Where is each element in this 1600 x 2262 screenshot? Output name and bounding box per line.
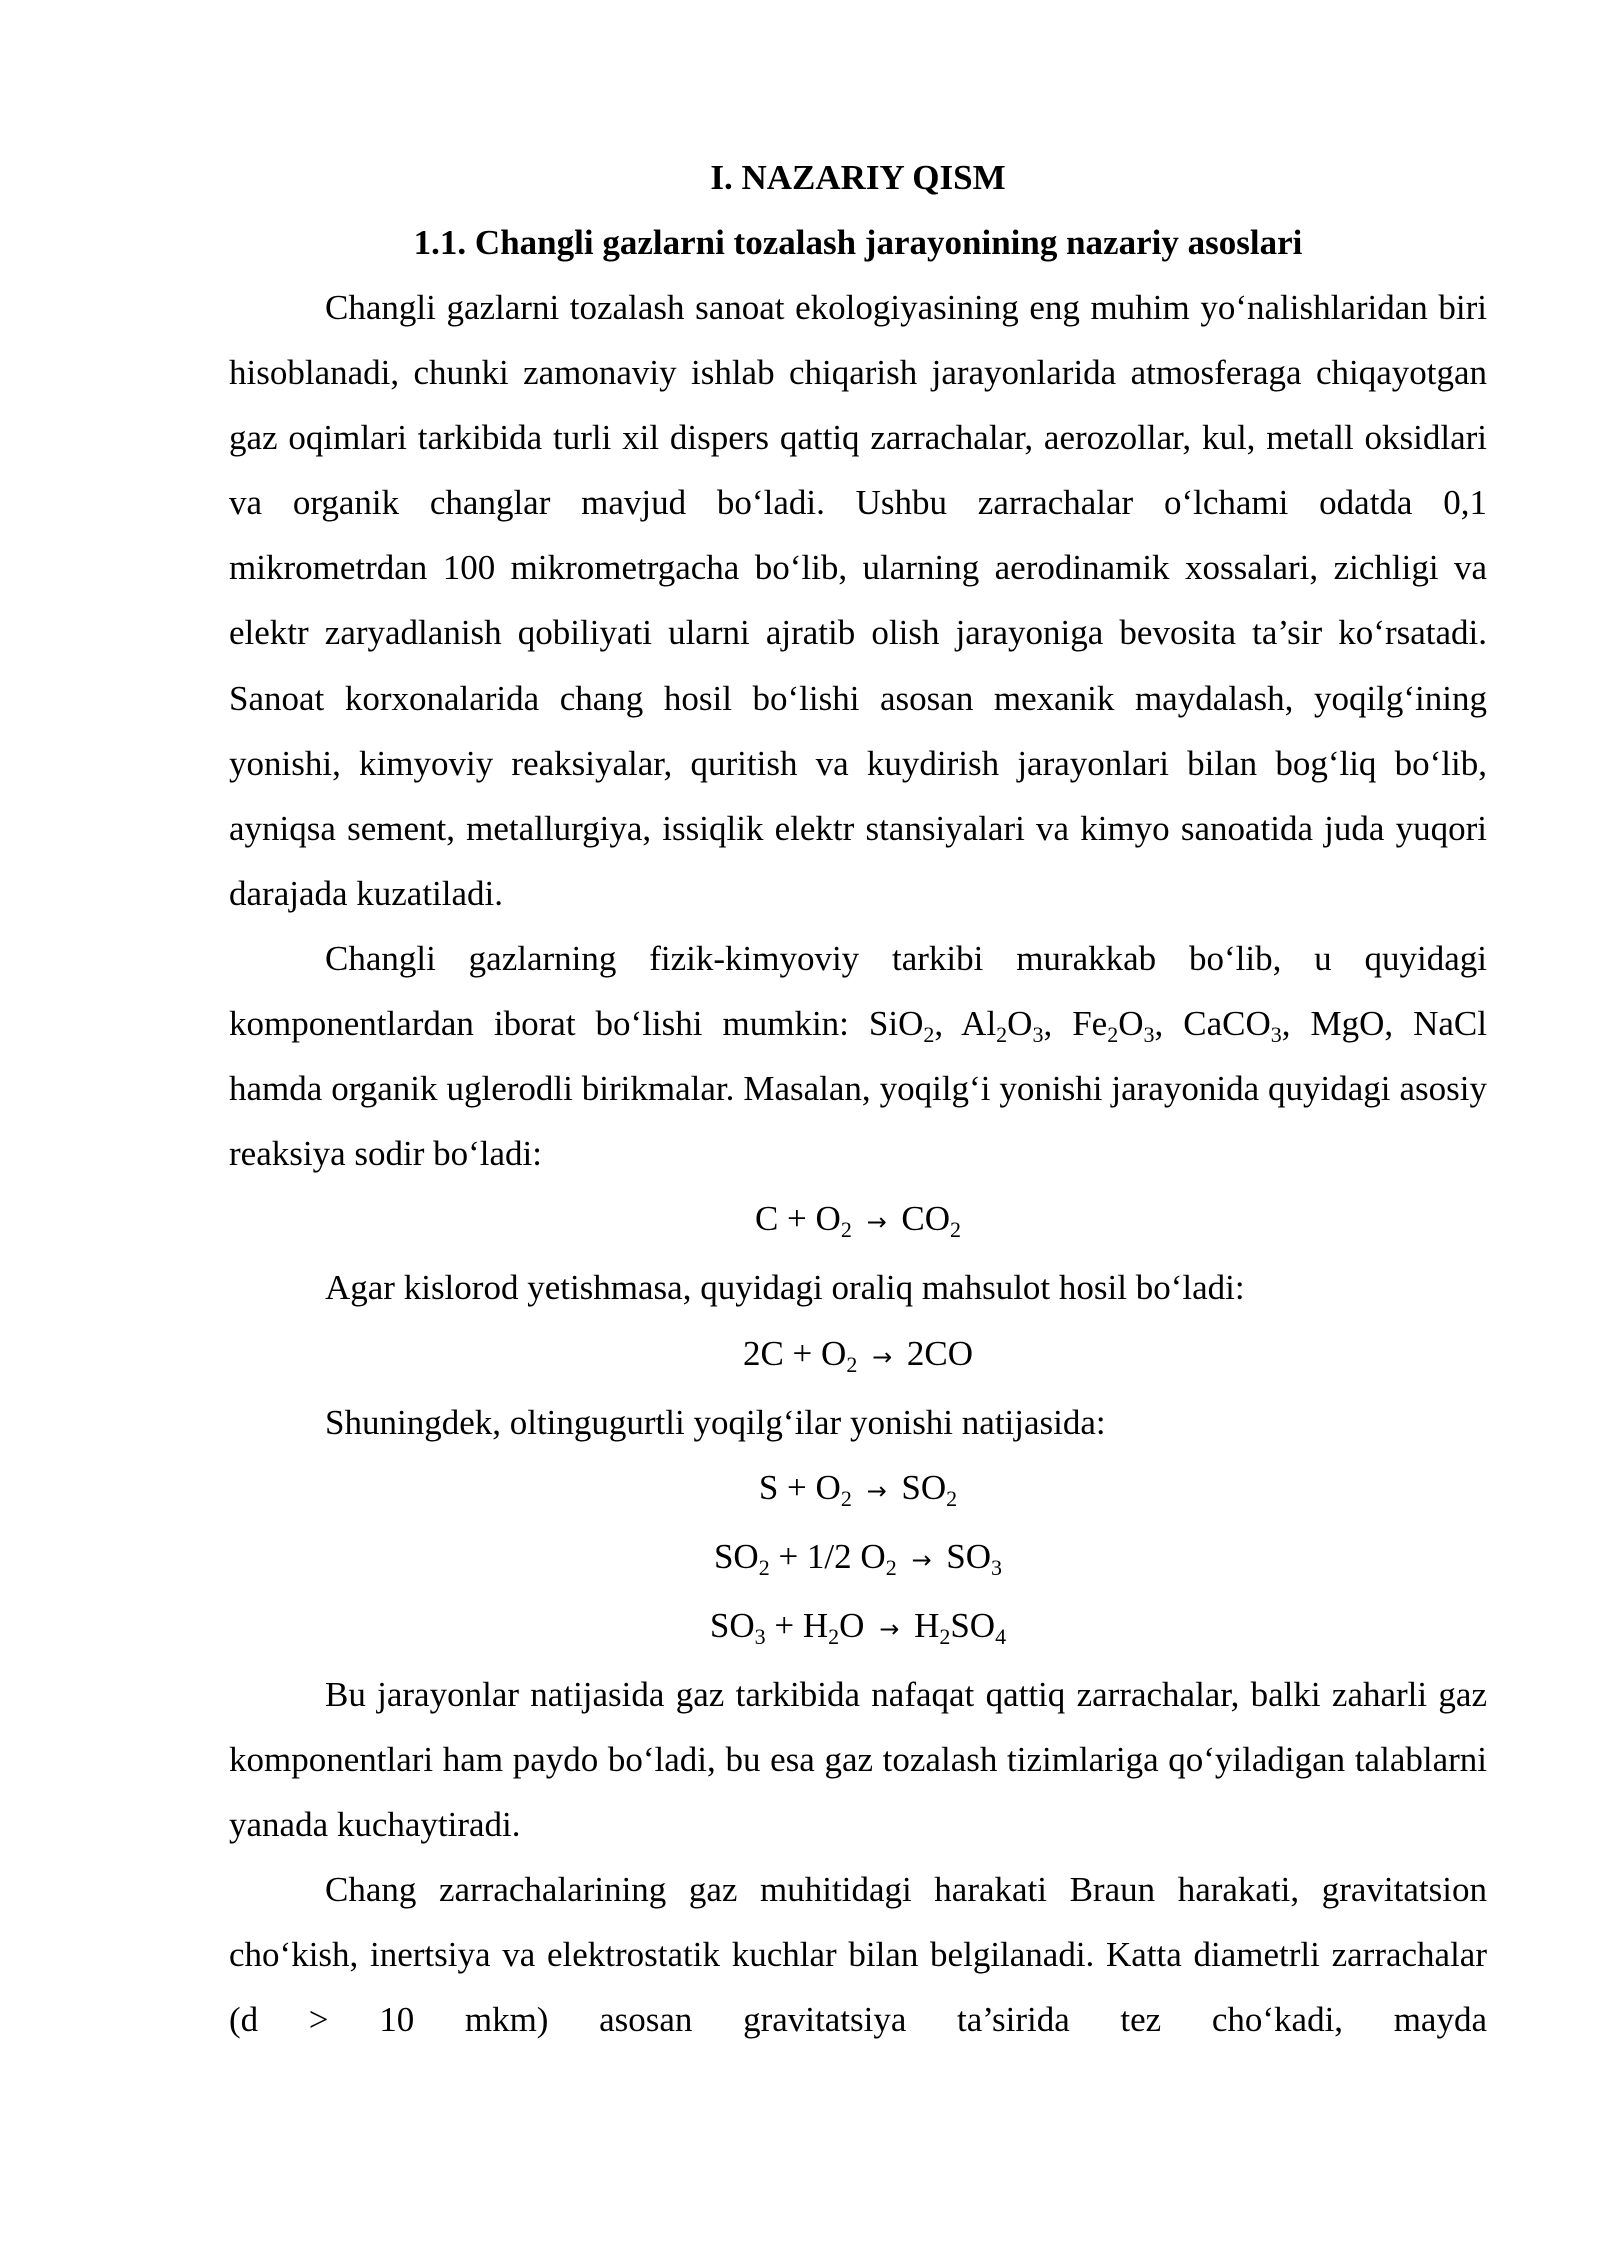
paragraph-4: Chang zarrachalarining gaz muhitidagi harakati Braun harakati, gravitatsion cho‘kish, inertsiya va elektrostatik kuchlar bilan belgilanadi. Katta diametrli zarrachalar (d > 10 mkm) asosan gravitatsiya ta’sirida tez cho‘kadi, mayda: [229, 1870, 1487, 2040]
paragraph-3: Bu jarayonlar natijasida gaz tarkibida nafaqat qattiq zarrachalar, balki zaharli gaz komponentlari ham paydo bo‘ladi, bu esa gaz tozalash tizimlariga qo‘yiladigan talablarni yanada kuchaytiradi.: [229, 1674, 1487, 1845]
equation-3: $S + O_2 \to SO_2$: [758, 1467, 958, 1511]
paragraph-2-text-after: , MgO, NaCl hamda organik uglerodli birikmalar. Masalan, yoqilg‘i yonishi jarayonida quyidagi asosiy reaksiya sodir bo‘ladi:: [229, 1004, 1487, 1174]
formula-caco3: CaCO$_3$: [1183, 1004, 1282, 1048]
equation-1: $C + O_2 \to CO_2$: [754, 1199, 962, 1243]
equation-2: $2C + O_2 \to 2CO$: [742, 1333, 974, 1377]
document-body: [229, 145, 1487, 2053]
formula-fe2o3: $Fe_2O_3$: [1072, 1004, 1155, 1048]
formula-al2o3: $Al_2O_3$: [961, 1004, 1044, 1048]
formula-sio2: SiO$_2$: [868, 1004, 935, 1048]
reaction-arrow-icon: →: [911, 1545, 932, 1574]
intro-text-3: Shuningdek, oltingugurtli yoqilg‘ilar yonishi natijasida:: [325, 1402, 1106, 1442]
equation-5: $SO_3 + H_2O \to H_2SO_4$: [709, 1605, 1007, 1649]
section-title: 1.1. Changli gazlarni tozalash jarayonining nazariy asoslari: [413, 223, 1303, 262]
intro-text-2: Agar kislorod yetishmasa, quyidagi oraliq mahsulot hosil bo‘ladi:: [325, 1268, 1245, 1308]
paragraph-1: Changli gazlarni tozalash sanoat ekologiyasining eng muhim yo‘nalishlaridan biri hisoblanadi, chunki zamonaviy ishlab chiqarish jarayonlarida atmosferaga chiqayotgan gaz oqimlari tarkibida turli xil dispers qattiq zarrachalar, aerozollar, kul, metall oksidlari va organik changlar mavjud bo‘ladi. Ushbu zarrachalar o‘lchami odatda 0,1 mikrometrdan 100 mikrometrgacha bo‘lib, ularning aerodinamik xossalari, zichligi va elektr zaryadlanish qobiliyati ularni ajratib olish jarayoniga bevosita ta’sir ko‘rsatadi. Sanoat korxonalarida chang hosil bo‘lishi asosan mexanik maydalash, yoqilg‘ining yonishi, kimyoviy reaksiyalar, quritish va kuydirish jarayonlari bilan bog‘liq bo‘lib, ayniqsa sement, metallurgiya, issiqlik elektr stansiyalari va kimyo sanoatida juda yuqori darajada kuzatiladi.: [229, 288, 1487, 913]
equation-4: $SO_2 + 1/2$ $O_2 \to SO_3$: [713, 1536, 1003, 1580]
reaction-arrow-icon: →: [879, 1614, 900, 1643]
paragraph-2-text-before: Changli gazlarning fizik-kimyoviy tarkibi murakkab bo‘lib, u quyidagi komponentlardan iborat bo‘lishi mumkin:: [229, 938, 1487, 1044]
paragraph-2: Changli gazlarning fizik-kimyoviy tarkibi murakkab bo‘lib, u quyidagi komponentlardan iborat bo‘lishi mumkin: SiO$_2$, $Al_2O_3$, $Fe_2O_3$, CaCO$_3$, MgO, NaCl hamda organik uglerodli birikmalar. Masalan, yoqilg‘i yonishi jarayonida quyidagi asosiy reaksiya sodir bo‘ladi:: [229, 938, 1487, 1174]
reaction-arrow-icon: →: [866, 1208, 887, 1237]
reaction-arrow-icon: →: [866, 1476, 887, 1505]
reaction-arrow-icon: →: [872, 1342, 893, 1371]
chapter-title: I. NAZARIY QISM: [710, 158, 1006, 197]
